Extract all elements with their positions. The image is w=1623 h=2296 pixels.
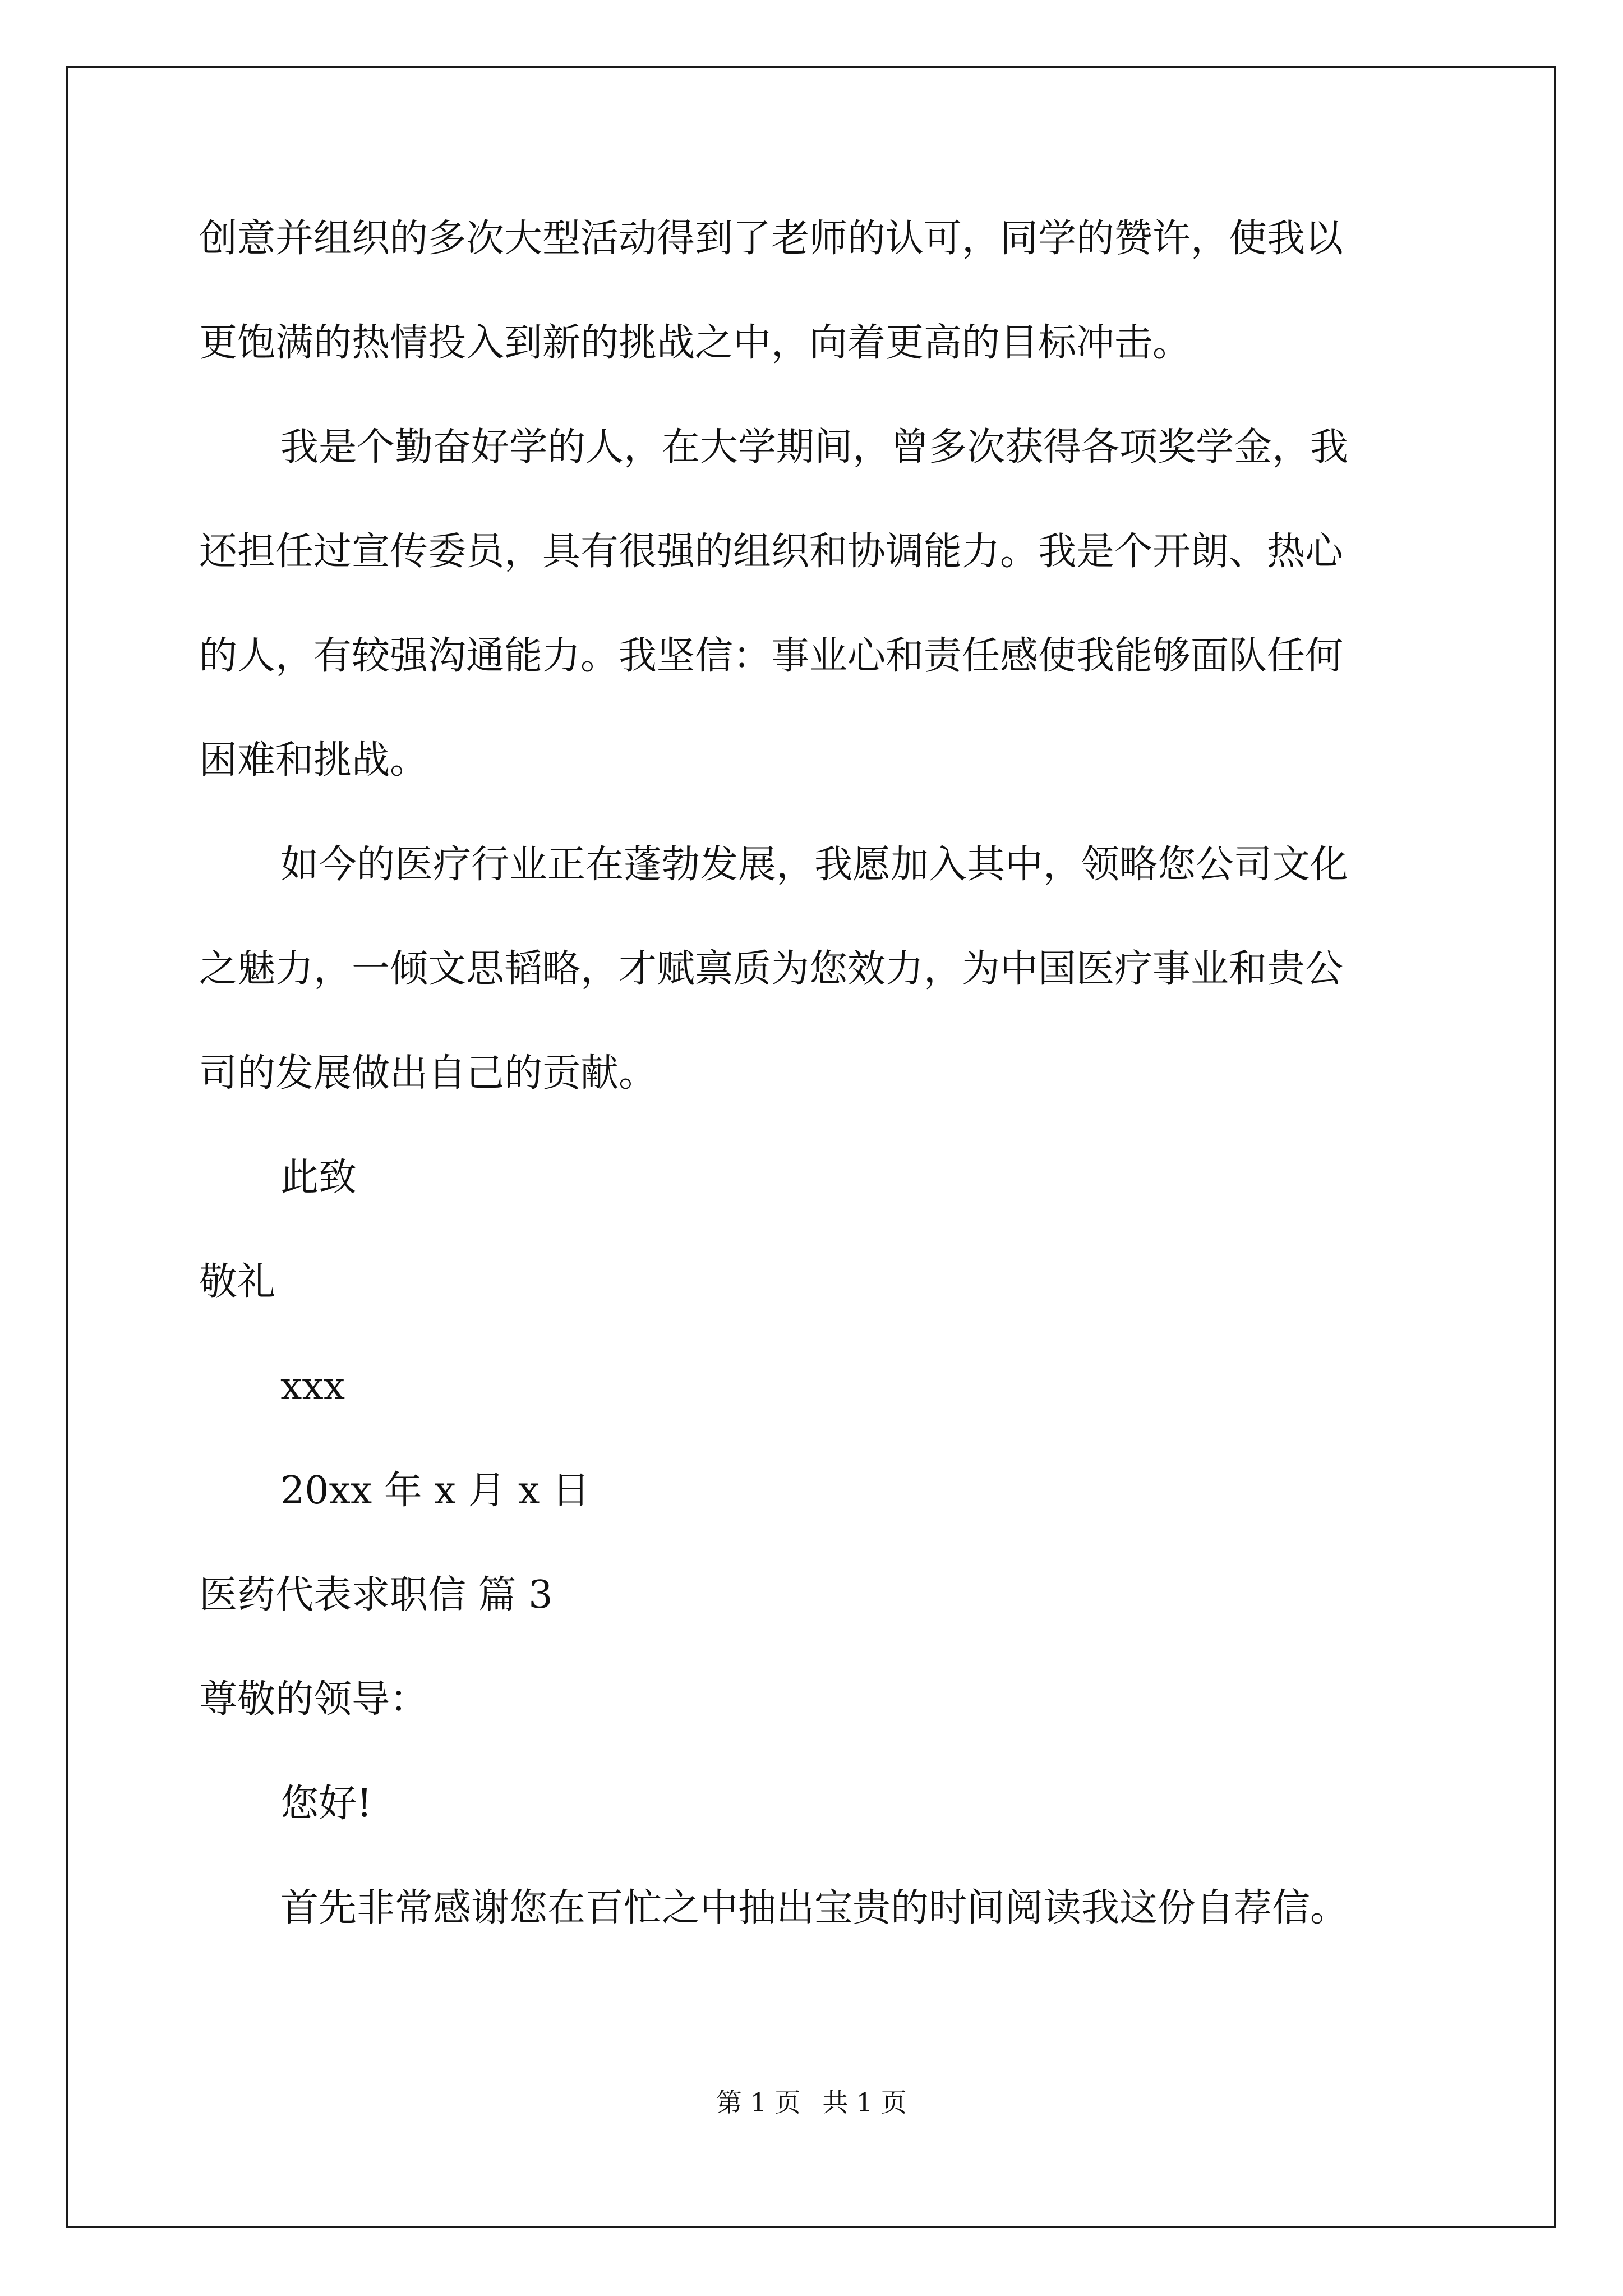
- text-line-3: 我是个勤奋好学的人，在大学期间，曾多次获得各项奖学金，我: [280, 425, 1349, 470]
- text-line-6: 困难和挑战。: [199, 738, 428, 783]
- page-total: 共 1 页: [822, 2087, 907, 2118]
- closing-regards: 敬礼: [199, 1260, 276, 1304]
- page-footer: [0, 2082, 1623, 2119]
- signature-date: 20xx 年 x 月 x 日: [280, 1469, 591, 1513]
- text-line-7: 如今的医疗行业正在蓬勃发展，我愿加入其中，领略您公司文化: [280, 843, 1349, 887]
- greeting-hello: 您好!: [280, 1782, 372, 1826]
- text-line-9: 司的发展做出自己的贡献。: [199, 1051, 657, 1096]
- greeting-recipient: 尊敬的领导：: [199, 1677, 428, 1722]
- text-line-8: 之魅力，一倾文思韬略，才赋禀质为您效力，为中国医疗事业和贵公: [199, 947, 1344, 991]
- closing-salutation: 此致: [280, 1156, 357, 1200]
- section-heading: 医药代表求职信 篇 3: [199, 1573, 553, 1617]
- text-line-4: 还担任过宣传委员，具有很强的组织和协调能力。我是个开朗、热心: [199, 530, 1344, 574]
- page-number: 第 1 页: [716, 2087, 801, 2118]
- signature-name: xxx: [280, 1364, 345, 1409]
- text-line-opening: 首先非常感谢您在百忙之中抽出宝贵的时间阅读我这份自荐信。: [280, 1886, 1349, 1930]
- text-line-1: 创意并组织的多次大型活动得到了老师的认可，同学的赞许，使我以: [199, 217, 1344, 261]
- text-line-2: 更饱满的热情投入到新的挑战之中，向着更高的目标冲击。: [199, 321, 1191, 365]
- text-line-5: 的人，有较强沟通能力。我坚信：事业心和责任感使我能够面队任何: [199, 634, 1344, 678]
